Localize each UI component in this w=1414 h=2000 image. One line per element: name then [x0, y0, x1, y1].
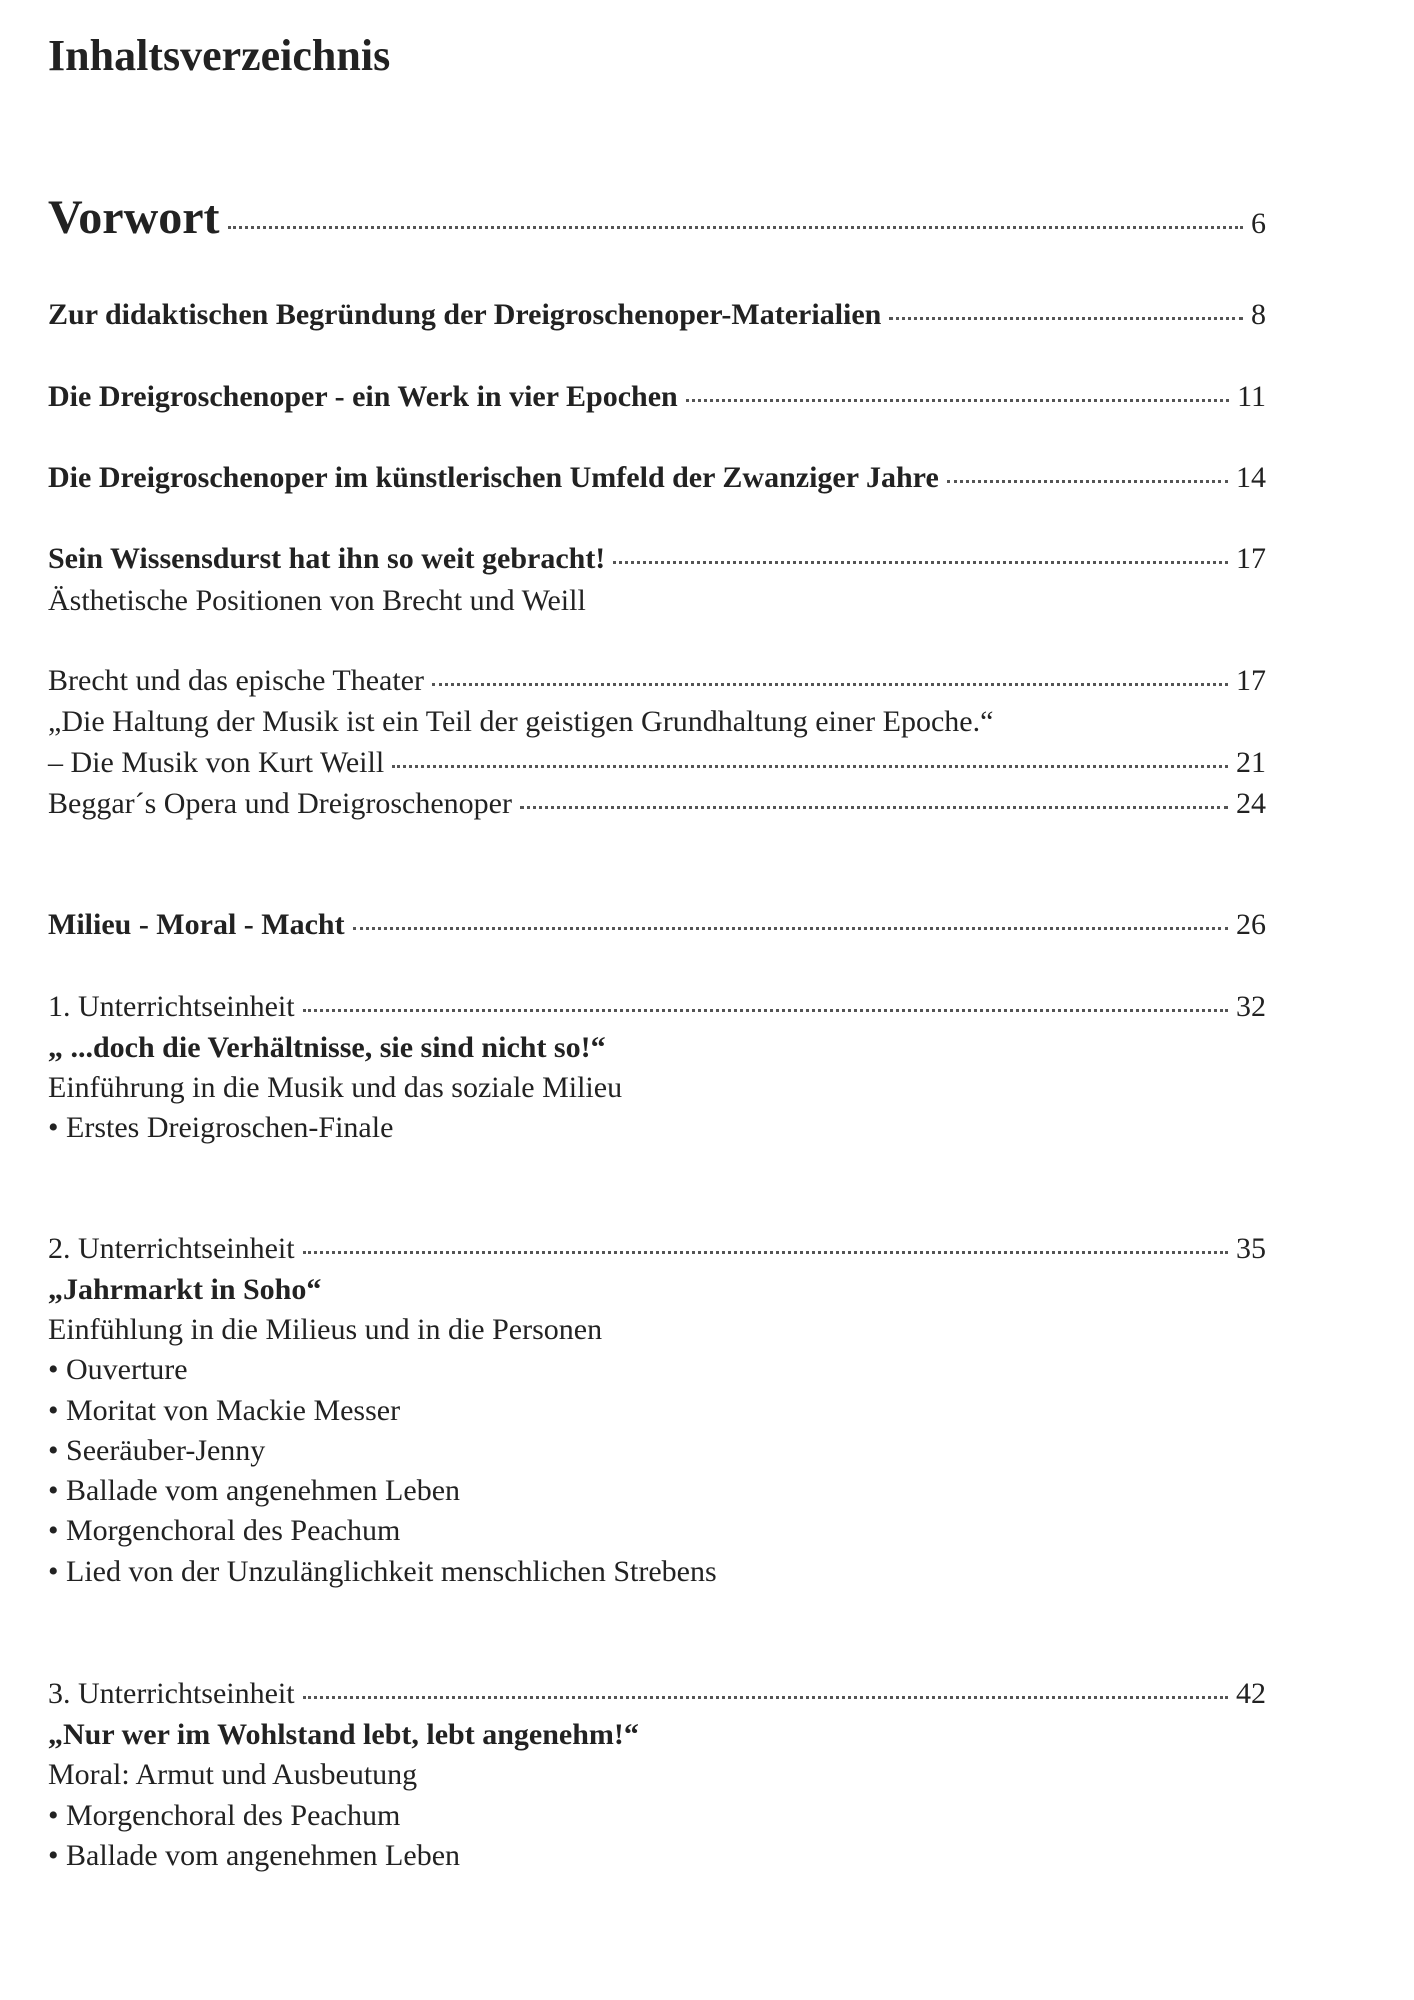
- leader-dots: [353, 927, 1228, 930]
- toc-entry-subtitle: Ästhetische Positionen von Brecht und Weill: [48, 584, 586, 617]
- leader-dots: [613, 561, 1228, 564]
- toc-entry-label: 2. Unterrichtseinheit: [48, 1232, 295, 1265]
- leader-dots: [228, 226, 1243, 229]
- toc-entry-label: Milieu - Moral - Macht: [48, 908, 345, 941]
- toc-entry-didaktik[interactable]: [48, 298, 1266, 332]
- page-number: 11: [1237, 380, 1266, 413]
- page-number: 32: [1236, 990, 1266, 1023]
- toc-entry-label: Zur didaktischen Begründung der Dreigroschenoper-Materialien: [48, 298, 882, 331]
- leader-dots: [432, 683, 1228, 686]
- toc-entry-label: Die Dreigroschenoper - ein Werk in vier Epochen: [48, 380, 678, 413]
- page-number: 42: [1236, 1677, 1266, 1710]
- unit-heading: „Nur wer im Wohlstand lebt, lebt angenehm!“: [48, 1718, 639, 1751]
- page-number: 6: [1251, 207, 1266, 240]
- page-number: 21: [1236, 746, 1266, 779]
- page-number: 35: [1236, 1232, 1266, 1265]
- toc-entry-label: Die Dreigroschenoper im künstlerischen Umfeld der Zwanziger Jahre: [48, 461, 939, 494]
- unit-item: • Lied von der Unzulänglichkeit menschlichen Strebens: [48, 1555, 717, 1588]
- toc-entry-beggar[interactable]: [48, 787, 1266, 821]
- toc-entry-label: Vorwort: [48, 191, 220, 244]
- toc-entry-haltung-quote: „Die Haltung der Musik ist ein Teil der geistigen Grundhaltung einer Epoche.“: [48, 705, 994, 738]
- unit-item: • Erstes Dreigroschen-Finale: [48, 1111, 394, 1144]
- page-number: 17: [1236, 664, 1266, 697]
- unit-item: • Seeräuber-Jenny: [48, 1434, 266, 1467]
- unit-item: • Morgenchoral des Peachum: [48, 1514, 401, 1547]
- toc-entry-label: Beggar´s Opera und Dreigroschenoper: [48, 787, 512, 820]
- unit-heading: „Jahrmarkt in Soho“: [48, 1273, 322, 1306]
- leader-dots: [303, 1696, 1228, 1699]
- toc-entry-ue3[interactable]: [48, 1677, 1266, 1711]
- page-title: Inhaltsverzeichnis: [48, 31, 391, 80]
- page-number: 17: [1236, 542, 1266, 575]
- toc-entry-label: Brecht und das epische Theater: [48, 664, 424, 697]
- leader-dots: [947, 480, 1228, 483]
- unit-subtitle: Einführung in die Musik und das soziale Milieu: [48, 1071, 623, 1104]
- unit-subtitle: Einfühlung in die Milieus und in die Personen: [48, 1313, 603, 1346]
- unit-item: • Moritat von Mackie Messer: [48, 1394, 401, 1427]
- leader-dots: [303, 1009, 1228, 1012]
- toc-entry-episch[interactable]: [48, 664, 1266, 698]
- unit-subtitle: Moral: Armut und Ausbeutung: [48, 1758, 418, 1791]
- unit-item: • Ballade vom angenehmen Leben: [48, 1474, 461, 1507]
- toc-entry-wissensdurst[interactable]: [48, 542, 1266, 576]
- toc-entry-vorwort[interactable]: [48, 190, 1266, 245]
- toc-entry-label: Sein Wissensdurst hat ihn so weit gebracht!: [48, 542, 606, 575]
- unit-item: • Ballade vom angenehmen Leben: [48, 1839, 461, 1872]
- page-number: 14: [1236, 461, 1266, 494]
- toc-entry-label: 1. Unterrichtseinheit: [48, 990, 295, 1023]
- leader-dots: [686, 399, 1229, 402]
- leader-dots: [392, 765, 1228, 768]
- toc-entry-ue2[interactable]: [48, 1232, 1266, 1266]
- leader-dots: [303, 1251, 1228, 1254]
- leader-dots: [520, 806, 1228, 809]
- toc-entry-milieu[interactable]: [48, 908, 1266, 942]
- toc-entry-label: – Die Musik von Kurt Weill: [48, 746, 385, 779]
- unit-item: • Morgenchoral des Peachum: [48, 1799, 401, 1832]
- toc-entry-label: 3. Unterrichtseinheit: [48, 1677, 295, 1710]
- leader-dots: [889, 317, 1243, 320]
- toc-entry-haltung[interactable]: [48, 746, 1266, 780]
- toc-entry-ue1[interactable]: [48, 990, 1266, 1024]
- page-number: 24: [1236, 787, 1266, 820]
- toc-entry-epochen[interactable]: [48, 380, 1266, 414]
- page-number: 26: [1236, 908, 1266, 941]
- unit-item: • Ouverture: [48, 1353, 188, 1386]
- unit-heading: „ ...doch die Verhältnisse, sie sind nicht so!“: [48, 1031, 606, 1064]
- page-number: 8: [1251, 298, 1266, 331]
- toc-entry-umfeld[interactable]: [48, 461, 1266, 495]
